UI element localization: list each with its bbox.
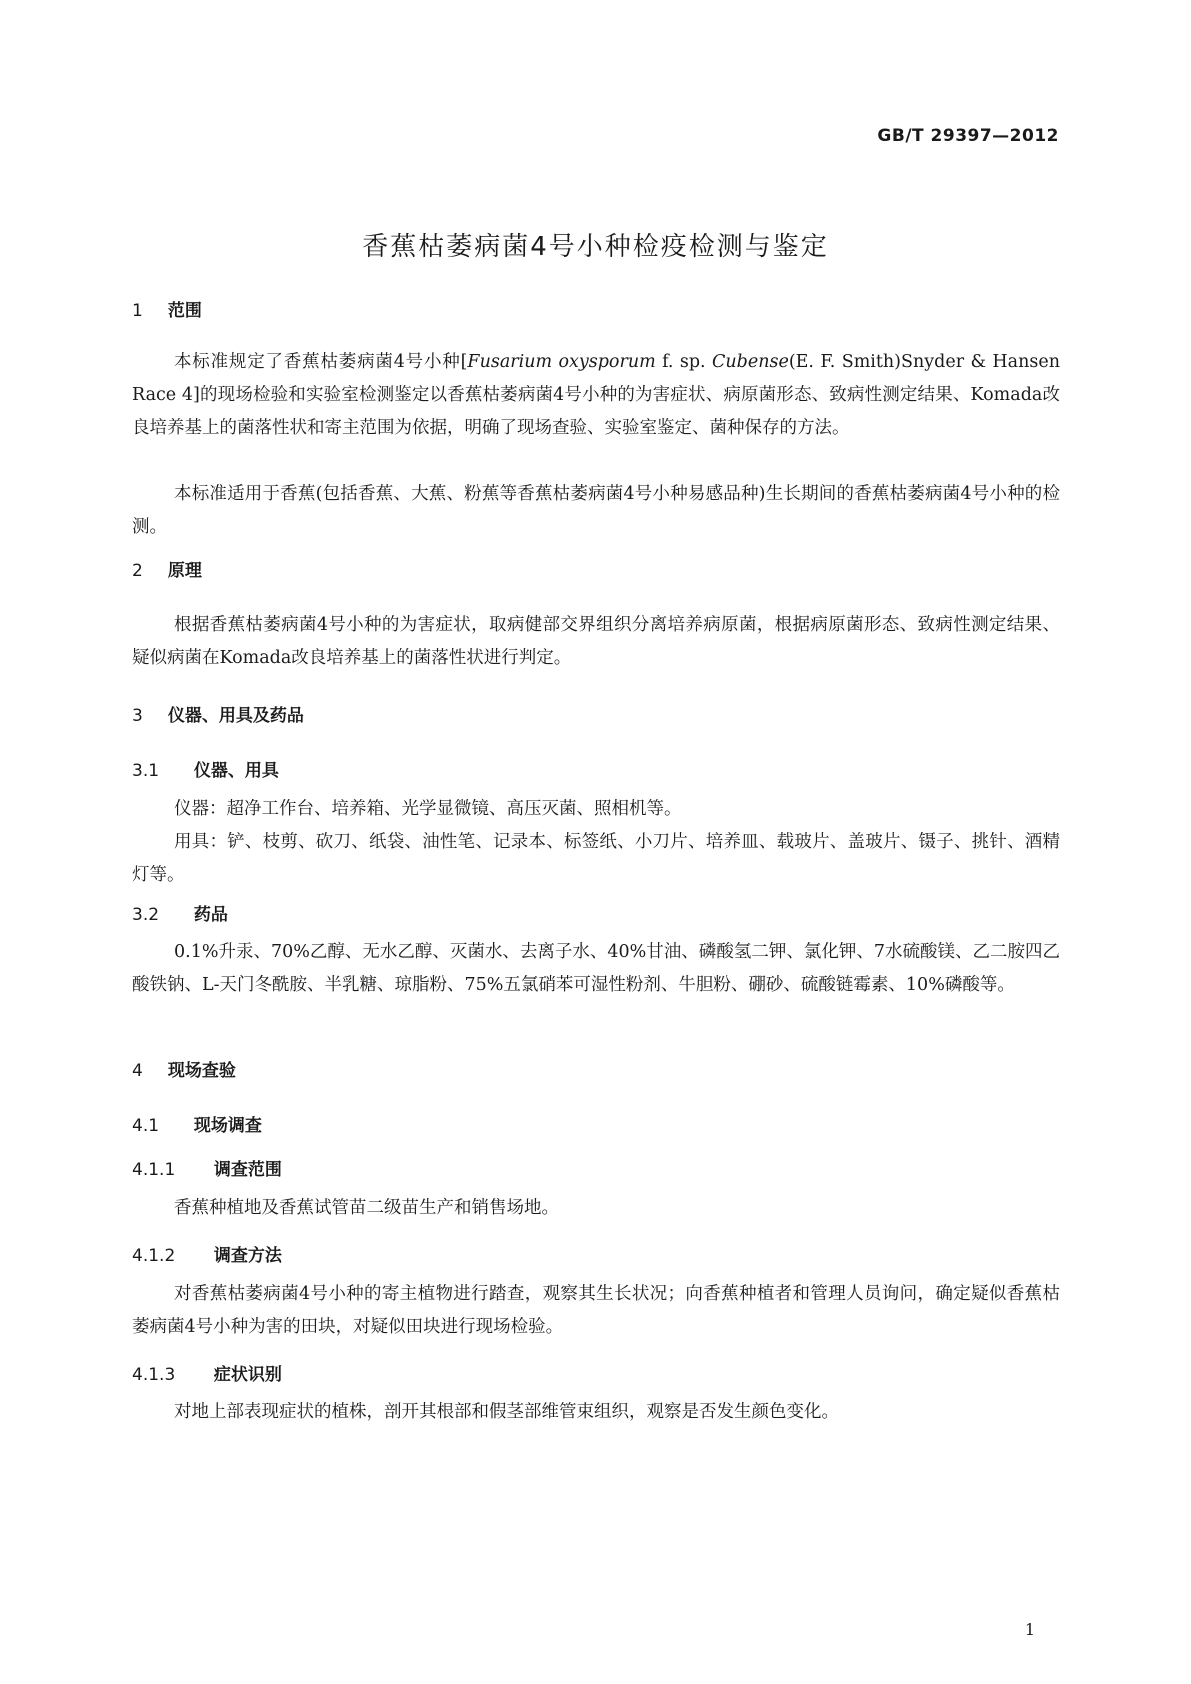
section-title: 范围 xyxy=(167,301,202,321)
section-title: 原理 xyxy=(167,561,202,581)
section-3-1-paragraph-2: 用具：铲、枝剪、砍刀、纸袋、油性笔、记录本、标签纸、小刀片、培养皿、载玻片、盖玻片、镊子、挑针、酒精灯等。 xyxy=(132,832,1060,885)
section-4-heading xyxy=(132,1056,236,1081)
section-3-2-paragraph-1: 0.1%升汞、70%乙醇、无水乙醇、灭菌水、去离子水、40%甘油、磷酸氢二钾、氯化钾、7水硫酸镁、乙二胺四乙酸铁钠、L-天门冬酰胺、半乳糖、琼脂粉、75%五氯硝苯可湿性粉剂、牛胆粉、硼砂、硫酸链霉素、10%磷酸等。 xyxy=(132,942,1060,995)
text-run: (E. F. Smith)Snyder & Hansen Race 4]的现场检验和实验室检测鉴定以香蕉枯萎病菌4号小种的为害症状、病原菌形态、致病性测定结果、Komada改良培养基上的菌落性状和寄主范围为依据，明确了现场查验、实验室鉴定、菌种保存的方法。 xyxy=(132,352,1060,438)
section-number: 4.1.3 xyxy=(132,1365,176,1385)
section-number: 4.1 xyxy=(132,1116,160,1136)
text-run: f. sp. xyxy=(655,352,712,372)
section-4-1-3-heading xyxy=(132,1360,282,1385)
section-2-heading xyxy=(132,556,202,581)
section-3-1-paragraph-1: 仪器：超净工作台、培养箱、光学显微镜、高压灭菌、照相机等。 xyxy=(174,799,682,819)
section-number: 3.1 xyxy=(132,761,160,781)
section-number: 2 xyxy=(132,561,143,581)
section-number: 4.1.2 xyxy=(132,1246,176,1266)
section-1-heading xyxy=(132,296,202,321)
section-4-1-2-heading xyxy=(132,1241,282,1266)
section-title: 现场查验 xyxy=(167,1061,236,1081)
section-1-paragraph-2: 本标准适用于香蕉(包括香蕉、大蕉、粉蕉等香蕉枯萎病菌4号小种易感品种)生长期间的香蕉枯萎病菌4号小种的检测。 xyxy=(132,484,1060,537)
section-number: 4.1.1 xyxy=(132,1160,176,1180)
section-title: 药品 xyxy=(193,905,228,925)
section-number: 3 xyxy=(132,706,143,726)
page-number: 1 xyxy=(1024,1620,1035,1639)
section-title: 现场调查 xyxy=(193,1116,262,1136)
section-4-1-3-paragraph-1: 对地上部表现症状的植株，剖开其根部和假茎部维管束组织，观察是否发生颜色变化。 xyxy=(174,1402,839,1422)
section-number: 1 xyxy=(132,301,143,321)
standard-number: GB/T 29397—2012 xyxy=(877,126,1059,146)
section-4-1-1-paragraph-1: 香蕉种植地及香蕉试管苗二级苗生产和销售场地。 xyxy=(174,1198,559,1218)
section-3-2-heading xyxy=(132,900,228,925)
section-3-heading xyxy=(132,701,304,726)
section-number: 3.2 xyxy=(132,905,160,925)
document-title: 香蕉枯萎病菌4号小种检疫检测与鉴定 xyxy=(362,232,829,262)
section-title: 调查范围 xyxy=(213,1160,282,1180)
section-4-1-1-heading xyxy=(132,1155,282,1180)
section-number: 4 xyxy=(132,1061,143,1081)
text-run: 本标准规定了香蕉枯萎病菌4号小种[ xyxy=(174,352,468,372)
section-1-paragraph-1 xyxy=(132,346,1060,445)
section-title: 症状识别 xyxy=(213,1365,282,1385)
section-title: 仪器、用具 xyxy=(193,761,279,781)
section-4-1-2-paragraph-1: 对香蕉枯萎病菌4号小种的寄主植物进行踏查，观察其生长状况；向香蕉种植者和管理人员询问，确定疑似香蕉枯萎病菌4号小种为害的田块，对疑似田块进行现场检验。 xyxy=(132,1284,1060,1337)
section-3-1-heading xyxy=(132,756,279,781)
italic-run: Fusarium oxysporum xyxy=(467,352,656,372)
section-title: 调查方法 xyxy=(213,1246,282,1266)
section-title: 仪器、用具及药品 xyxy=(167,706,304,726)
section-2-paragraph-1: 根据香蕉枯萎病菌4号小种的为害症状，取病健部交界组织分离培养病原菌，根据病原菌形态、致病性测定结果、疑似病菌在Komada改良培养基上的菌落性状进行判定。 xyxy=(132,615,1060,668)
section-4-1-heading xyxy=(132,1111,262,1136)
italic-run: Cubense xyxy=(711,352,789,372)
